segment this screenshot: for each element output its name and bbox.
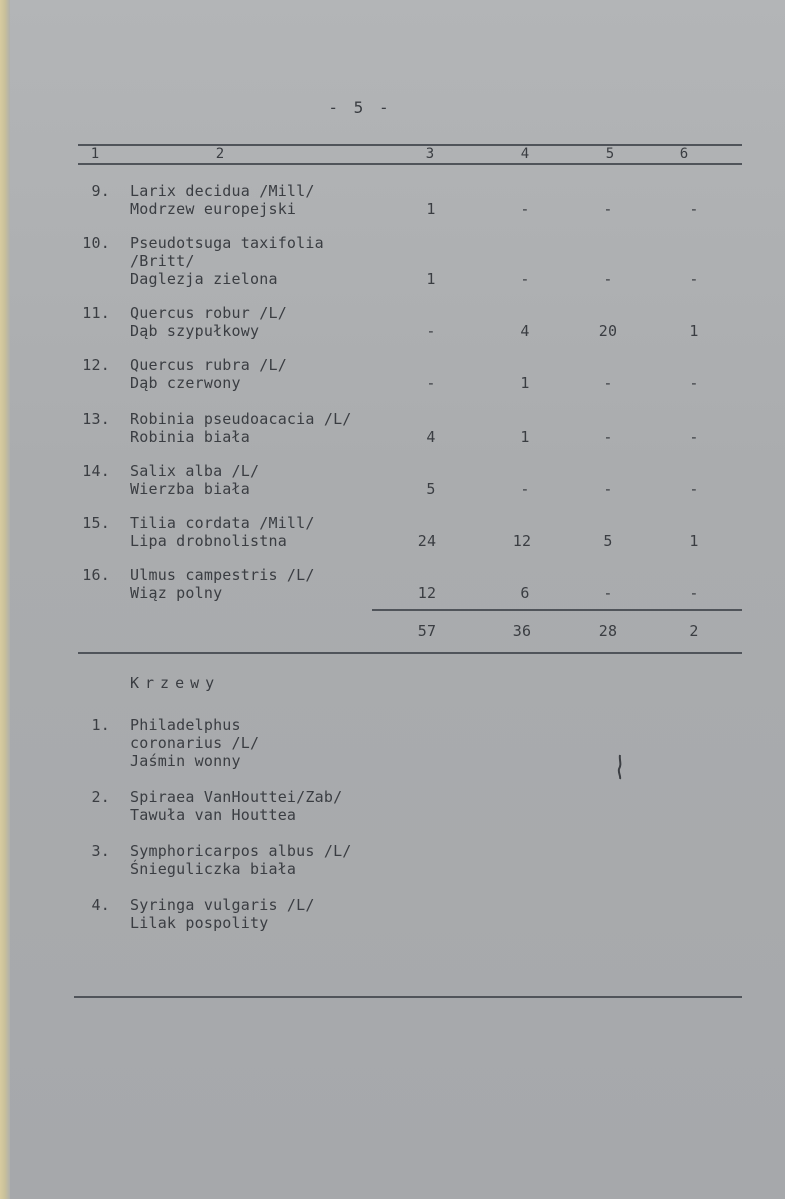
- shrub-number: 4.: [91, 896, 110, 914]
- table-bottom-rule: [78, 652, 742, 654]
- latin-name-cont: /Britt/: [130, 252, 195, 270]
- col-header-6: 6: [679, 146, 689, 162]
- table-header-rule: [78, 163, 742, 165]
- cell-col3: 5: [426, 480, 436, 498]
- paper-edge: [0, 0, 10, 1199]
- cell-col3: 12: [417, 584, 437, 602]
- cell-col3: 1: [426, 270, 436, 288]
- shrub-number: 3.: [91, 842, 110, 860]
- cell-col5: -: [603, 480, 613, 498]
- cell-col3: 24: [417, 532, 437, 550]
- cell-col6: -: [689, 200, 699, 218]
- total-col4: 36: [512, 622, 532, 640]
- polish-name: Dąb czerwony: [130, 374, 241, 392]
- col-header-5: 5: [605, 146, 615, 162]
- cell-col6: 1: [689, 322, 699, 340]
- shrub-line: coronarius /L/: [130, 734, 260, 752]
- polish-name: Robinia biała: [130, 428, 250, 446]
- cell-col4: -: [520, 270, 530, 288]
- cell-col4: -: [520, 480, 530, 498]
- cell-col5: -: [603, 200, 613, 218]
- section-title-shrubs: Krzewy: [130, 674, 221, 692]
- shrub-number: 1.: [91, 716, 110, 734]
- cell-col4: 1: [520, 428, 530, 446]
- shrub-line: Syringa vulgaris /L/: [130, 896, 315, 914]
- row-number: 13.: [82, 410, 110, 428]
- cell-col3: -: [426, 374, 436, 392]
- shrub-line: Jaśmin wonny: [130, 752, 241, 770]
- latin-name: Quercus rubra /L/: [130, 356, 287, 374]
- shrub-line: Tawuła van Houttea: [130, 806, 297, 824]
- latin-name: Larix decidua /Mill/: [130, 182, 315, 200]
- row-number: 10.: [82, 234, 110, 252]
- shrub-line: Śnieguliczka biała: [130, 860, 297, 878]
- shrub-line: Lilak pospolity: [130, 914, 269, 932]
- col-header-3: 3: [425, 146, 435, 162]
- cell-col6: -: [689, 480, 699, 498]
- shrub-line: Symphoricarpos albus /L/: [130, 842, 352, 860]
- row-number: 11.: [82, 304, 110, 322]
- polish-name: Wiąz polny: [130, 584, 223, 602]
- polish-name: Lipa drobnolistna: [130, 532, 287, 550]
- cell-col5: -: [603, 374, 613, 392]
- total-col3: 57: [417, 622, 437, 640]
- total-col5: 28: [598, 622, 618, 640]
- col-header-4: 4: [520, 146, 530, 162]
- handwritten-mark: [616, 754, 624, 780]
- cell-col4: 6: [520, 584, 530, 602]
- latin-name: Quercus robur /L/: [130, 304, 287, 322]
- cell-col5: 5: [603, 532, 613, 550]
- latin-name: Ulmus campestris /L/: [130, 566, 315, 584]
- cell-col5: 20: [598, 322, 618, 340]
- cell-col4: 4: [520, 322, 530, 340]
- cell-col3: 1: [426, 200, 436, 218]
- cell-col3: -: [426, 322, 436, 340]
- page-bottom-rule: [74, 996, 742, 998]
- cell-col5: -: [603, 270, 613, 288]
- cell-col6: -: [689, 584, 699, 602]
- latin-name: Pseudotsuga taxifolia: [130, 234, 324, 252]
- shrub-line: Philadelphus: [130, 716, 241, 734]
- polish-name: Wierzba biała: [130, 480, 250, 498]
- total-col6: 2: [689, 622, 699, 640]
- cell-col3: 4: [426, 428, 436, 446]
- cell-col5: -: [603, 428, 613, 446]
- row-number: 16.: [82, 566, 110, 584]
- cell-col4: 12: [512, 532, 532, 550]
- cell-col5: -: [603, 584, 613, 602]
- cell-col6: -: [689, 270, 699, 288]
- polish-name: Dąb szypułkowy: [130, 322, 260, 340]
- page-number: - 5 -: [328, 98, 392, 117]
- cell-col4: -: [520, 200, 530, 218]
- polish-name: Daglezja zielona: [130, 270, 278, 288]
- latin-name: Robinia pseudoacacia /L/: [130, 410, 352, 428]
- row-number: 12.: [82, 356, 110, 374]
- col-header-1: 1: [90, 146, 100, 162]
- cell-col6: 1: [689, 532, 699, 550]
- row-number: 9.: [91, 182, 110, 200]
- polish-name: Modrzew europejski: [130, 200, 297, 218]
- cell-col6: -: [689, 428, 699, 446]
- col-header-2: 2: [215, 146, 225, 162]
- cell-col4: 1: [520, 374, 530, 392]
- row-number: 14.: [82, 462, 110, 480]
- sum-rule: [372, 609, 742, 611]
- shrub-line: Spiraea VanHouttei/Zab/: [130, 788, 343, 806]
- latin-name: Tilia cordata /Mill/: [130, 514, 315, 532]
- shrub-number: 2.: [91, 788, 110, 806]
- cell-col6: -: [689, 374, 699, 392]
- row-number: 15.: [82, 514, 110, 532]
- latin-name: Salix alba /L/: [130, 462, 260, 480]
